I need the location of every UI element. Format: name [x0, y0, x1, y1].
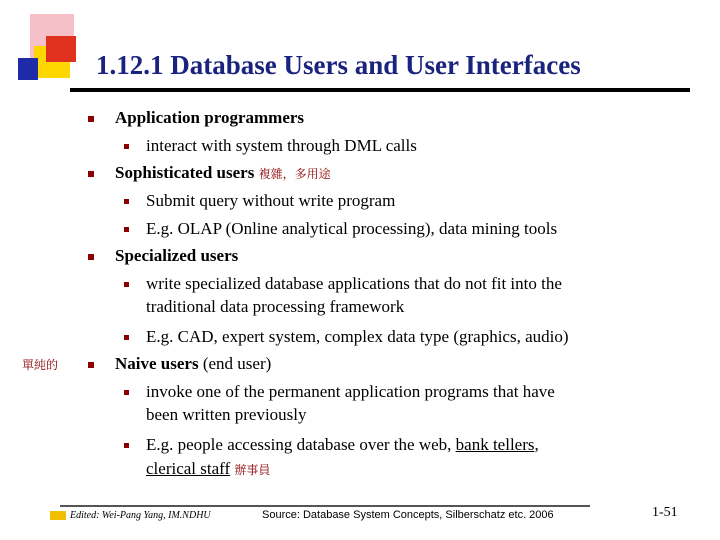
sub-item: E.g. OLAP (Online analytical processing), data mining tools [146, 219, 558, 238]
bullet-square-icon [88, 116, 94, 122]
sub-item: E.g. CAD, expert system, complex data type (graphics, audio) [146, 327, 569, 346]
bullet-naive-users [115, 354, 271, 374]
sub-item-example [146, 435, 539, 455]
bullet-square-icon [88, 362, 94, 368]
sub-item-continued: been written previously [146, 405, 307, 424]
sub-bullet-square-icon [124, 227, 129, 232]
footer-square-icon [50, 511, 66, 520]
sub-bullet-square-icon [124, 144, 129, 149]
bullet-application-programmers: Application programmers [115, 108, 305, 127]
sub-bullet-square-icon [124, 390, 129, 395]
chinese-note: 辦事員 [234, 463, 271, 477]
bullet-sophisticated-users [115, 163, 331, 184]
sub-item: Submit query without write program [146, 191, 396, 210]
footer-source: Source: Database System Concepts, Silberschatz etc. 2006 [262, 509, 554, 521]
clerical-staff-link[interactable]: clerical staff [146, 459, 231, 478]
bullet-specialized-users: Specialized users [115, 246, 239, 265]
bullet-square-icon [88, 171, 94, 177]
bullet-label-suffix: (end user) [198, 354, 272, 373]
side-annotation: 單純的 [22, 358, 59, 372]
sub-item: interact with system through DML calls [146, 136, 417, 155]
sub-bullet-square-icon [124, 443, 129, 448]
page-number: 1-51 [652, 505, 678, 520]
comma: , [534, 435, 539, 454]
bullet-label: Naive users [115, 354, 199, 373]
example-text: E.g. people accessing database over the web, [146, 435, 456, 454]
sub-bullet-square-icon [124, 335, 129, 340]
sub-bullet-square-icon [124, 282, 129, 287]
sub-item: invoke one of the permanent application programs that have [146, 382, 555, 401]
bullet-square-icon [88, 254, 94, 260]
title-divider [70, 88, 690, 92]
footer-divider [60, 505, 590, 507]
bank-tellers-link[interactable]: bank tellers [455, 435, 535, 454]
page-title: 1.12.1 Database Users and User Interfaces [96, 50, 581, 80]
chinese-note: 複雜，多用途 [258, 167, 331, 181]
sub-bullet-square-icon [124, 199, 129, 204]
sub-item-continued: traditional data processing framework [146, 297, 405, 316]
slide-logo [0, 0, 90, 100]
sub-item: write specialized database applications that do not fit into the [146, 274, 562, 293]
bullet-label: Sophisticated users [115, 163, 255, 182]
footer-author: Edited: Wei-Pang Yang, IM.NDHU [70, 510, 211, 521]
sub-item-continued [146, 459, 270, 480]
